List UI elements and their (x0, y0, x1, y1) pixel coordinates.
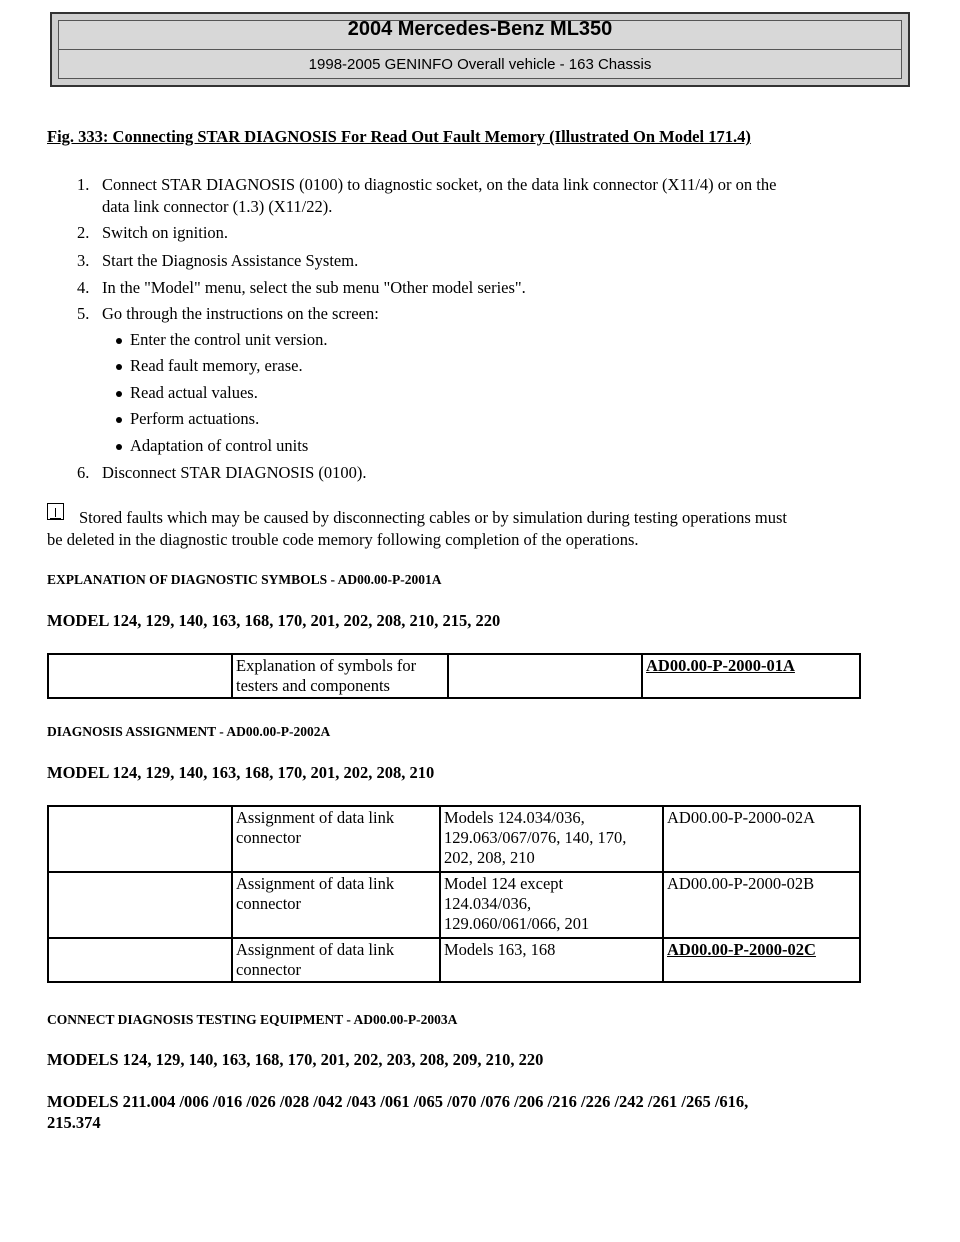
table-cell (48, 872, 232, 938)
step-4: 4. In the "Model" menu, select the sub menu "Other model series". (77, 278, 526, 297)
symbols-table (47, 653, 861, 699)
step-3: 3. Start the Diagnosis Assistance System. (77, 251, 359, 270)
table-cell: Models 163, 168 (440, 938, 663, 982)
figure-caption: Fig. 333: Connecting STAR DIAGNOSIS For Read Out Fault Memory (Illustrated On Model 171.4) (47, 127, 751, 146)
doc-link[interactable]: AD00.00-P-2000-01A (646, 656, 795, 675)
table-cell (48, 938, 232, 982)
table-row (48, 938, 860, 982)
table-cell: AD00.00-P-2000-02B (663, 872, 860, 938)
sub-bullet: Read fault memory, erase. (116, 356, 303, 376)
table-cell: AD00.00-P-2000-02A (663, 806, 860, 872)
table-cell (448, 654, 642, 698)
step-1-cont: data link connector (1.3) (X11/22). (102, 197, 333, 216)
step-6: 6. Disconnect STAR DIAGNOSIS (0100). (77, 463, 367, 482)
table-cell: Assignment of data link connector (232, 872, 440, 938)
table-cell: Assignment of data link connector (232, 806, 440, 872)
sub-bullet: Perform actuations. (116, 409, 259, 429)
table-cell: Models 124.034/036, 129.063/067/076, 140, 170, 202, 208, 210 (440, 806, 663, 872)
model-heading: MODELS 124, 129, 140, 163, 168, 170, 201, 202, 203, 208, 209, 210, 220 (47, 1050, 544, 1069)
header-subtitle: 1998-2005 GENINFO Overall vehicle - 163 Chassis (308, 56, 652, 73)
model-heading: MODEL 124, 129, 140, 163, 168, 170, 201, 202, 208, 210, 215, 220 (47, 611, 501, 630)
model-heading: MODELS 211.004 /006 /016 /026 /028 /042 /043 /061 /065 /070 /076 /206 /216 /226 /242 /261 /265 /616, (47, 1092, 749, 1111)
table-cell (48, 654, 232, 698)
table-row (48, 806, 860, 872)
section-heading: EXPLANATION OF DIAGNOSTIC SYMBOLS - AD00.00-P-2001A (47, 572, 442, 587)
step-2: 2. Switch on ignition. (77, 223, 229, 242)
table-cell: Explanation of symbols for testers and components (232, 654, 448, 698)
note-line-2: be deleted in the diagnostic trouble code memory following completion of the operations. (47, 530, 639, 549)
table-cell (48, 806, 232, 872)
assignment-table (47, 805, 861, 983)
header-title: 2004 Mercedes-Benz ML350 (347, 18, 613, 40)
bullet-icon (116, 338, 122, 344)
note-icon (47, 503, 64, 520)
note-line-1: Stored faults which may be caused by disconnecting cables or by simulation during testing operations must (79, 508, 787, 527)
section-heading: DIAGNOSIS ASSIGNMENT - AD00.00-P-2002A (47, 724, 331, 739)
step-1: 1. Connect STAR DIAGNOSIS (0100) to diagnostic socket, on the data link connector (X11/4) or on the (77, 175, 777, 194)
table-cell (642, 654, 860, 698)
bullet-icon (116, 417, 122, 423)
table-row (48, 872, 860, 938)
bullet-icon (116, 364, 122, 370)
sub-bullet: Read actual values. (116, 383, 258, 403)
step-5: 5. Go through the instructions on the screen: (77, 304, 379, 323)
table-row (48, 654, 860, 698)
table-cell: Assignment of data link connector (232, 938, 440, 982)
bullet-icon (116, 444, 122, 450)
page-header (50, 12, 910, 87)
model-heading-cont: 215.374 (47, 1113, 101, 1132)
section-heading: CONNECT DIAGNOSIS TESTING EQUIPMENT - AD00.00-P-2003A (47, 1012, 458, 1027)
doc-link[interactable]: AD00.00-P-2000-02C (667, 940, 816, 959)
sub-bullet: Adaptation of control units (116, 436, 308, 456)
header-divider (58, 49, 902, 50)
model-heading: MODEL 124, 129, 140, 163, 168, 170, 201, 202, 208, 210 (47, 763, 435, 782)
table-cell: Model 124 except 124.034/036, 129.060/061/066, 201 (440, 872, 663, 938)
table-cell (663, 938, 860, 982)
bullet-icon (116, 391, 122, 397)
sub-bullet: Enter the control unit version. (116, 330, 328, 350)
